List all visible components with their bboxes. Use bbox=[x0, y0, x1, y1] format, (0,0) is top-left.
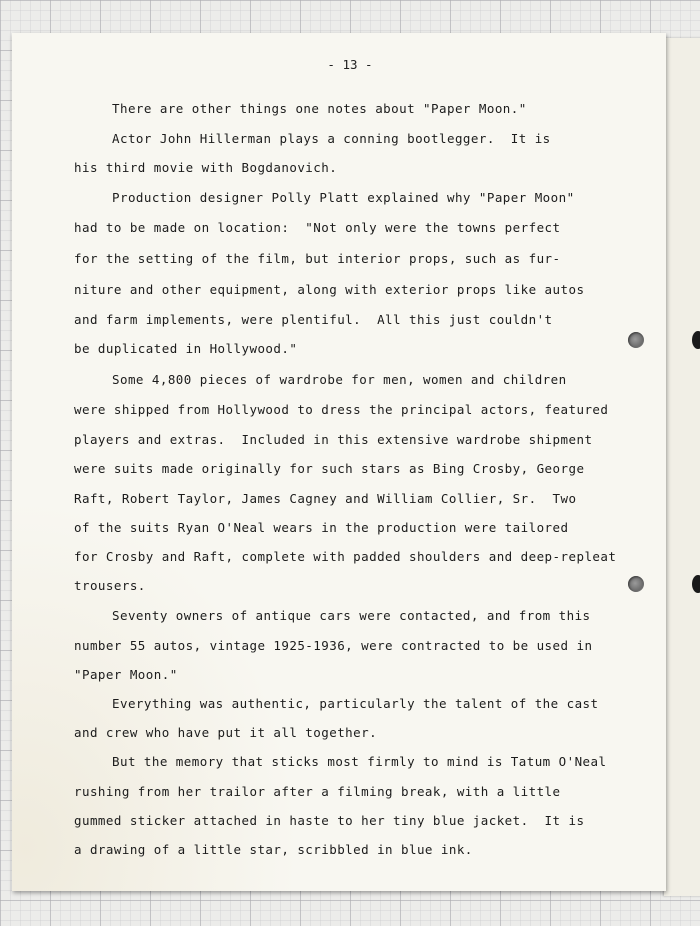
text-line: and farm implements, were plentiful. All this just couldn't bbox=[74, 312, 553, 327]
text-line: rushing from her trailor after a filming break, with a little bbox=[74, 784, 561, 799]
text-line: There are other things one notes about "Paper Moon." bbox=[112, 101, 527, 116]
text-line: "Paper Moon." bbox=[74, 667, 178, 682]
next-page-punch-hole bbox=[692, 331, 700, 349]
text-line: trousers. bbox=[74, 578, 146, 593]
text-line: Actor John Hillerman plays a conning bootlegger. It is bbox=[112, 131, 551, 146]
text-line: for the setting of the film, but interior props, such as fur- bbox=[74, 251, 561, 266]
text-line: and crew who have put it all together. bbox=[74, 725, 378, 740]
next-page-punch-hole bbox=[692, 575, 700, 593]
text-line: of the suits Ryan O'Neal wears in the production were tailored bbox=[74, 520, 569, 535]
text-line: Everything was authentic, particularly the talent of the cast bbox=[112, 696, 599, 711]
text-line: Some 4,800 pieces of wardrobe for men, women and children bbox=[112, 372, 567, 387]
text-line: Production designer Polly Platt explained why "Paper Moon" bbox=[112, 190, 575, 205]
text-line: But the memory that sticks most firmly to mind is Tatum O'Neal bbox=[112, 754, 607, 769]
text-line: Seventy owners of antique cars were contacted, and from this bbox=[112, 608, 591, 623]
text-line: a drawing of a little star, scribbled in blue ink. bbox=[74, 842, 473, 857]
text-line: gummed sticker attached in haste to her tiny blue jacket. It is bbox=[74, 813, 585, 828]
punch-hole bbox=[628, 576, 644, 592]
text-line: had to be made on location: "Not only were the towns perfect bbox=[74, 220, 561, 235]
text-line: Raft, Robert Taylor, James Cagney and William Collier, Sr. Two bbox=[74, 491, 577, 506]
text-line: for Crosby and Raft, complete with padded shoulders and deep-repleat bbox=[74, 549, 617, 564]
next-page-edge bbox=[664, 38, 700, 896]
text-line: were suits made originally for such stars as Bing Crosby, George bbox=[74, 461, 585, 476]
text-line: number 55 autos, vintage 1925-1936, were contracted to be used in bbox=[74, 638, 593, 653]
text-line: were shipped from Hollywood to dress the principal actors, featured bbox=[74, 402, 609, 417]
text-line: his third movie with Bogdanovich. bbox=[74, 160, 338, 175]
punch-hole bbox=[628, 332, 644, 348]
text-line: players and extras. Included in this extensive wardrobe shipment bbox=[74, 432, 593, 447]
page-number: - 13 - bbox=[327, 57, 373, 72]
text-line: be duplicated in Hollywood." bbox=[74, 341, 298, 356]
text-line: niture and other equipment, along with exterior props like autos bbox=[74, 282, 585, 297]
